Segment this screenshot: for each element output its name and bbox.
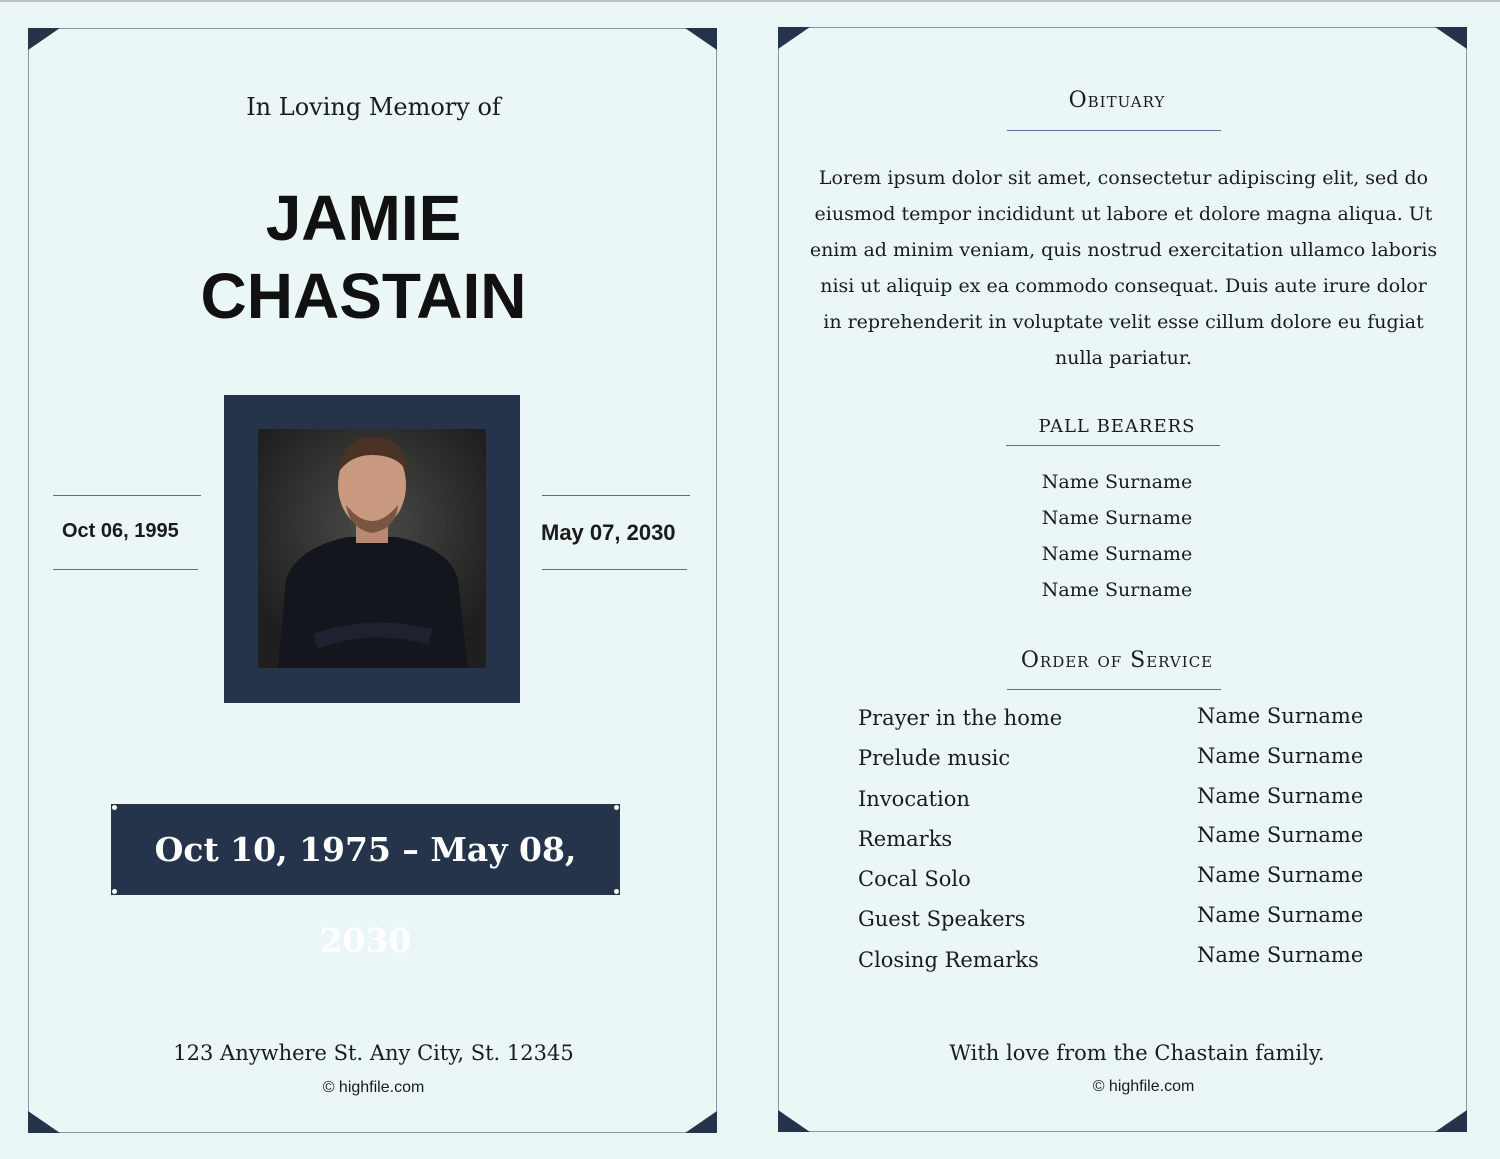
pall-bearer: Name Surname — [1041, 543, 1193, 565]
corner-decoration — [685, 1111, 717, 1133]
service-person: Name Surname — [1197, 942, 1364, 967]
service-person: Name Surname — [1197, 704, 1364, 728]
corner-decoration — [28, 28, 60, 50]
top-border — [0, 0, 1500, 2]
service-items — [858, 698, 1062, 980]
service-person: Name Surname — [1197, 783, 1364, 808]
order-of-service-heading: Order of Service — [1020, 648, 1214, 673]
portrait-photo — [258, 429, 486, 668]
service-item: Closing Remarks — [858, 947, 1039, 972]
back-page — [778, 27, 1467, 1132]
front-page — [28, 28, 717, 1133]
obituary-text: Lorem ipsum dolor sit amet, consectetur adipiscing elit, sed do eiusmod tempor incididunt ut labore et dolore magna aliqua. Ut enim ad minim veniam, quis nostrud exercitation ullamco laboris nisi ut aliquip ex ea commodo consequat. Duis aute irure dolor in reprehenderit in voluptate velit esse cillum dolore eu fugiat nulla pariatur. — [809, 167, 1438, 369]
service-item: Prelude music — [858, 746, 1011, 771]
last-name: CHASTAIN — [200, 260, 527, 332]
corner-decoration — [1435, 1110, 1467, 1132]
service-item: Cocal Solo — [858, 867, 971, 892]
corner-decoration — [28, 1111, 60, 1133]
corner-decoration — [1435, 27, 1467, 49]
service-item: Invocation — [858, 786, 970, 811]
obituary-heading: Obituary — [1068, 88, 1166, 113]
service-person: Name Surname — [1197, 743, 1364, 768]
life-dates-banner — [111, 804, 620, 960]
service-item: Prayer in the home — [858, 706, 1063, 730]
pall-bearers-heading: PALL BEARERS — [1038, 416, 1196, 437]
first-name: JAMIE — [265, 182, 462, 254]
death-date: May 07, 2030 — [541, 520, 676, 545]
address: 123 Anywhere St. Any City, St. 12345 — [173, 1041, 574, 1065]
deceased-name — [29, 179, 698, 335]
divider — [53, 569, 198, 570]
corner-decoration — [685, 28, 717, 50]
closing-message: With love from the Chastain family. — [949, 1041, 1325, 1065]
service-person: Name Surname — [1197, 863, 1364, 888]
divider — [542, 569, 687, 570]
pall-bearers-list — [779, 464, 1455, 608]
service-item: Guest Speakers — [858, 907, 1026, 932]
life-dates: Oct 10, 1975 – May 08, 2030 — [154, 830, 577, 960]
memory-heading: In Loving Memory of — [246, 93, 501, 121]
service-names — [1197, 697, 1363, 976]
copyright: © highfile.com — [1092, 1078, 1195, 1095]
service-person: Name Surname — [1197, 823, 1364, 848]
service-item: Remarks — [858, 826, 953, 851]
corner-decoration — [778, 1110, 810, 1132]
divider — [1007, 130, 1221, 131]
divider — [1006, 445, 1220, 446]
pall-bearer: Name Surname — [1041, 471, 1193, 493]
pall-bearer: Name Surname — [1041, 507, 1193, 529]
service-person: Name Surname — [1197, 902, 1364, 927]
divider — [1007, 689, 1221, 690]
corner-decoration — [778, 27, 810, 49]
pall-bearer: Name Surname — [1041, 579, 1193, 601]
divider — [542, 495, 690, 496]
copyright: © highfile.com — [322, 1079, 425, 1096]
photo-frame — [224, 395, 520, 703]
divider — [53, 495, 201, 496]
birth-date: Oct 06, 1995 — [62, 520, 179, 542]
